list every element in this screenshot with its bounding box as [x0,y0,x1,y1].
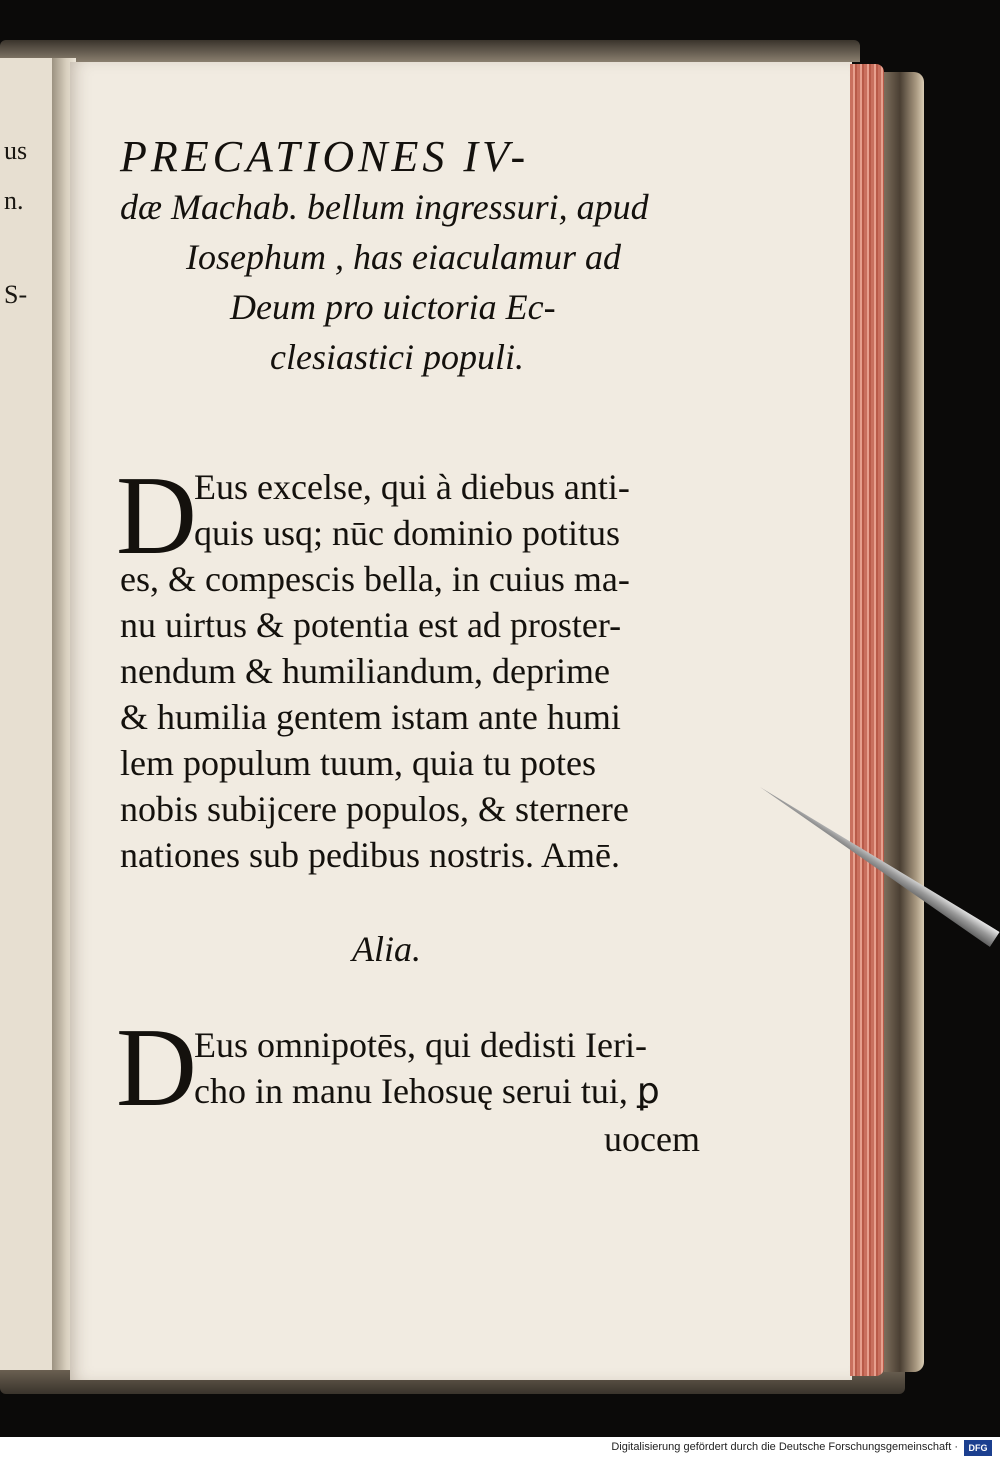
drop-cap-initial: D [116,1006,197,1130]
left-page-fragment: S- [4,280,28,309]
title-line-3: Iosephum , has eiaculamur ad [186,237,621,277]
title-line-2: dæ Machab. bellum ingressuri, apud [120,187,649,227]
dfg-logo: DFG [964,1440,992,1456]
prayer-1-line: es, & compescis bella, in cuius ma- [120,559,630,599]
title-block [120,132,720,382]
page-edge-red [850,64,884,1376]
prayer-1-line: Eus excelse, qui à diebus anti- [194,467,630,507]
title-line-5: clesiastici populi. [270,337,524,377]
prayer-2 [120,1022,720,1114]
prayer-1-line: nationes sub pedibus nostris. Amē. [120,835,620,875]
prayer-1-line: nendum & humiliandum, deprime [120,651,610,691]
book-fore-edge [884,72,924,1372]
left-page-fragment: us [4,136,28,165]
left-page-fragment: n. [4,186,24,215]
prayer-1-line: lem populum tuum, quia tu potes [120,743,596,783]
prayer-1-line: nobis subijcere populos, & sternere [120,789,629,829]
book-cover-top [0,40,860,62]
title-line-1: PRECATIONES IV- [120,132,530,181]
footer-bar [0,1437,1000,1461]
subheading-alia: Alia. [352,929,421,969]
prayer-1-line: nu uirtus & potentia est ad proster- [120,605,622,645]
prayer-2-line: Eus omnipotēs, qui dedisti Ieri- [194,1025,647,1065]
footer-credit: Digitalisierung gefördert durch die Deutsche Forschungsgemeinschaft · [611,1441,958,1453]
prayer-1-line: quis usq; nūc dominio potitus [194,513,621,553]
title-line-4: Deum pro uictoria Ec- [230,287,556,327]
drop-cap-initial: D [116,454,197,578]
prayer-1 [120,464,720,878]
prayer-1-line: & humilia gentem istam ante humi [120,697,621,737]
catchword: uocem [604,1119,700,1159]
prayer-2-line: cho in manu Iehosuę serui tui, ꝑ [194,1071,660,1111]
left-facing-page [0,58,54,1370]
